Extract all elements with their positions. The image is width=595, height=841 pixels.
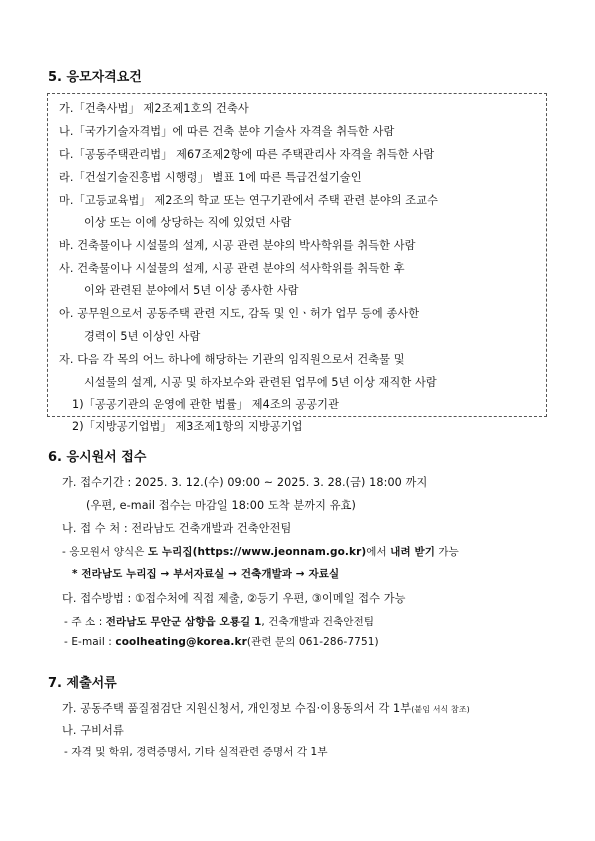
qualification-item: 자. 다음 각 목의 어느 하나에 해당하는 기관의 임직원으로서 건축물 및 xyxy=(59,353,405,366)
qualification-subitem: 1)「공공기관의 운영에 관한 법률」 제4조의 공공기관 xyxy=(72,398,339,411)
qualification-item: 사. 건축물이나 시설물의 설계, 시공 관련 분야의 석사학위를 취득한 후 xyxy=(59,262,405,275)
form-download-suffix: 가능 xyxy=(434,546,459,558)
document-item-note: (붙임 서식 참조) xyxy=(411,705,470,714)
qualification-subitem: 2)「지방공기업법」 제3조제1항의 지방공기업 xyxy=(72,420,303,433)
qualification-item: 라.「건설기술진흥법 시행령」 별표 1에 따른 특급건설기술인 xyxy=(59,171,362,184)
receipt-period: 가. 접수기간 : 2025. 3. 12.(수) 09:00 ~ 2025. 3. 28.(금) 18:00 까지 xyxy=(62,476,428,489)
receipt-method: 다. 접수방법 : ①접수처에 직접 제출, ②등기 우편, ③이메일 접수 가능 xyxy=(62,592,406,605)
qualification-item: 나.「국가기술자격법」에 따른 건축 분야 기술사 자격을 취득한 사람 xyxy=(59,125,395,138)
document-item-text: 가. 공동주택 품질점검단 지원신청서, 개인정보 수집·이용동의서 각 1부 xyxy=(62,702,412,715)
section-7-title: 7. 제출서류 xyxy=(48,676,117,691)
qualification-item: 바. 건축물이나 시설물의 설계, 시공 관련 분야의 박사학위를 취득한 사람 xyxy=(59,239,416,252)
qualification-item-cont: 이상 또는 이에 상당하는 직에 있었던 사람 xyxy=(84,216,292,229)
receipt-place: 나. 접 수 처 : 전라남도 건축개발과 건축안전팀 xyxy=(62,522,292,535)
receipt-period-note: (우편, e-mail 접수는 마감일 18:00 도착 분까지 유효) xyxy=(86,499,357,512)
form-download-line xyxy=(62,544,459,559)
email-label: - E-mail : xyxy=(64,636,116,648)
email-line xyxy=(64,634,379,649)
qualification-item: 가.「건축사법」 제2조제1호의 건축사 xyxy=(59,102,249,115)
download-label: 내려 받기 xyxy=(390,546,435,558)
address-value: 전라남도 무안군 삼향읍 오룡길 1 xyxy=(105,616,262,628)
qualification-item-cont: 시설물의 설계, 시공 및 하자보수와 관련된 업무에 5년 이상 재직한 사람 xyxy=(84,376,437,389)
document-item: 나. 구비서류 xyxy=(62,724,124,737)
document-item xyxy=(62,700,470,716)
address-rest: , 건축개발과 건축안전팀 xyxy=(261,616,375,628)
address-label: - 주 소 : xyxy=(64,616,106,628)
jeonnam-homepage-link[interactable]: 도 누리집(https://www.jeonnam.go.kr) xyxy=(147,546,367,558)
qualification-item: 아. 공무원으로서 공동주택 관련 지도, 감독 및 인ㆍ허가 업무 등에 종사한 xyxy=(59,307,420,320)
section-5-title: 5. 응모자격요건 xyxy=(48,70,142,85)
email-contact-note: (관련 문의 061-286-7751) xyxy=(246,636,379,648)
download-path: * 전라남도 누리집 → 부서자료실 → 건축개발과 → 자료실 xyxy=(72,568,340,580)
qualification-item-cont: 경력이 5년 이상인 사람 xyxy=(84,330,201,343)
document-subitem: - 자격 및 학위, 경력증명서, 기타 실적관련 증명서 각 1부 xyxy=(64,746,328,758)
email-link[interactable]: coolheating@korea.kr xyxy=(115,636,247,648)
qualification-box xyxy=(47,93,547,417)
qualification-item-cont: 이와 관련된 분야에서 5년 이상 종사한 사람 xyxy=(84,284,299,297)
qualification-item: 다.「공동주택관리법」 제67조제2항에 따른 주택관리사 자격을 취득한 사람 xyxy=(59,148,435,161)
section-6-title: 6. 응시원서 접수 xyxy=(48,450,147,465)
form-download-prefix: - 응모원서 양식은 xyxy=(62,546,148,558)
form-download-mid: 에서 xyxy=(366,546,391,558)
address-line xyxy=(64,614,374,629)
qualification-item: 마.「고등교육법」 제2조의 학교 또는 연구기관에서 주택 관련 분야의 조교수 xyxy=(59,194,439,207)
